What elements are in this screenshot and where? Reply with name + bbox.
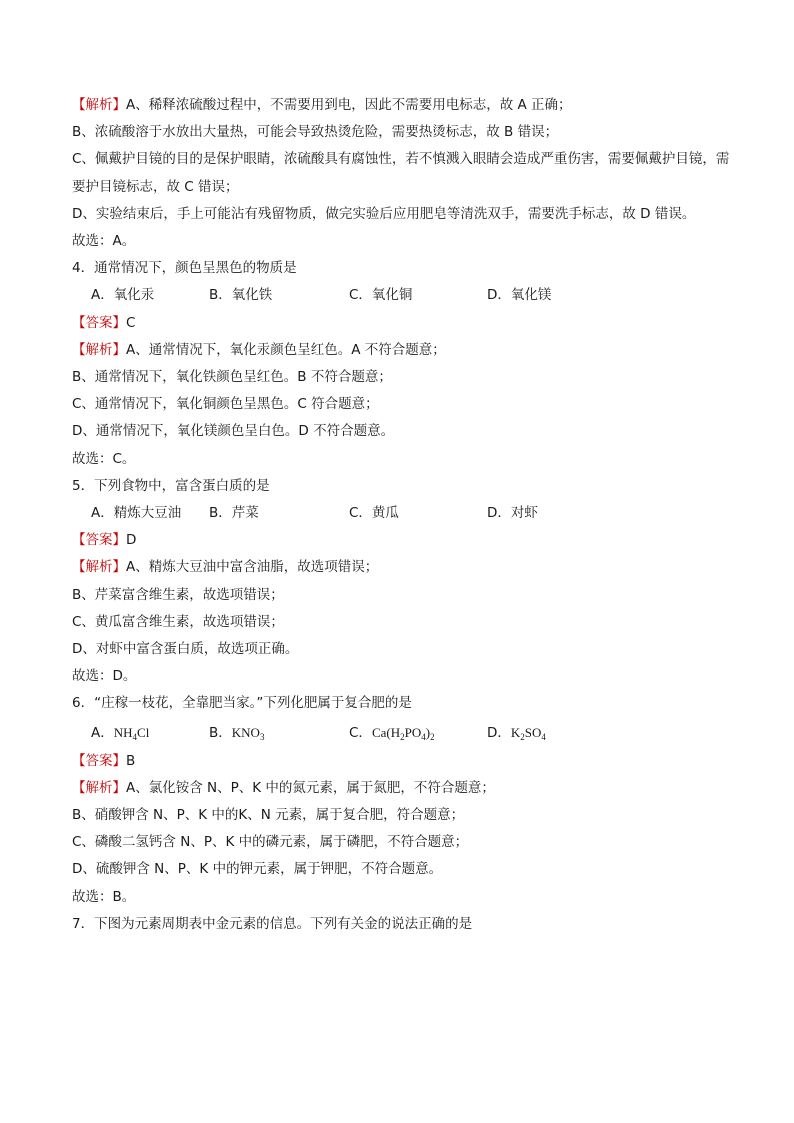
question-stem: 4．通常情况下，颜色呈黑色的物质是 [72, 260, 297, 277]
option-d: D．对虾 [487, 505, 538, 522]
analysis-label: 【解析】 [72, 559, 126, 576]
option-b: B．氧化铁 [209, 287, 273, 304]
formula-part: SO [524, 724, 542, 740]
formula-subscript: 2 [520, 731, 525, 742]
formula-subscript: 4 [541, 731, 546, 742]
answer-label: 【答案】 [72, 532, 126, 549]
choice-line: 故选：A。 [72, 233, 136, 250]
analysis-line: C、磷酸二氢钙含 N、P、K 中的磷元素，属于磷肥，不符合题意； [72, 834, 469, 851]
option-b: B．芹菜 [209, 505, 259, 522]
analysis-label: 【解析】 [72, 97, 126, 113]
analysis-line: C、通常情况下，氧化铜颜色呈黑色。C 符合题意； [72, 396, 379, 413]
formula-subscript: 3 [259, 731, 265, 742]
choice-line: 故选：C。 [72, 450, 136, 467]
option-prefix: C． [349, 724, 372, 741]
answer-value: C [126, 314, 136, 331]
option-a: A．氧化汞 [91, 287, 155, 304]
option-d [487, 718, 546, 748]
options-row [72, 718, 732, 748]
answer-label: 【答案】 [72, 752, 126, 769]
analysis-line: D、对虾中富含蛋白质，故选项正确。 [72, 641, 299, 658]
option-c [349, 718, 435, 748]
choice-line: 故选：B。 [72, 888, 136, 905]
analysis-line [72, 92, 732, 119]
analysis-line: D、实验结束后，手上可能沾有残留物质，做完实验后应用肥皂等清洗双手，需要洗手标志，故 D 错误。 [72, 205, 696, 222]
analysis-line: B、芹菜富含维生素，故选项错误； [72, 586, 284, 603]
formula-part: PO [404, 724, 422, 740]
analysis-line [72, 337, 732, 364]
document-page [72, 92, 732, 938]
option-prefix: A． [91, 724, 114, 741]
analysis-text: A、精炼大豆油中富含油脂，故选项错误； [126, 559, 379, 576]
analysis-line: D、通常情况下，氧化镁颜色呈白色。D 不符合题意。 [72, 423, 395, 440]
question-stem: 5．下列食物中，富含蛋白质的是 [72, 477, 270, 494]
analysis-line: B、浓硫酸溶于水放出大量热，可能会导致热烫危险，需要热烫标志，故 B 错误； [72, 124, 559, 141]
options-row [72, 282, 732, 309]
formula-nh4cl [114, 725, 150, 740]
analysis-text: A、通常情况下，氧化汞颜色呈红色。A 不符合题意； [126, 341, 446, 358]
analysis-text: A、稀释浓硫酸过程中，不需要用到电，因此不需要用电标志，故 A 正确； [126, 97, 572, 113]
question-stem: 6．“庄稼一枝花，全靠肥当家。”下列化肥属于复合肥的是 [72, 695, 412, 712]
option-prefix: D． [487, 724, 511, 741]
analysis-line: C、黄瓜富含维生素，故选项错误； [72, 613, 284, 630]
formula-kno3 [232, 725, 265, 740]
formula-k2so4 [511, 725, 546, 740]
formula-subscript: 4 [132, 731, 138, 742]
analysis-line [72, 554, 732, 581]
question-stem: 7．下图为元素周期表中金元素的信息。下列有关金的说法正确的是 [72, 915, 473, 932]
answer-value: D [126, 532, 137, 549]
analysis-line: D、硫酸钾含 N、P、K 中的钾元素，属于钾肥，不符合题意。 [72, 861, 443, 878]
option-prefix: B． [209, 724, 232, 741]
option-a [91, 718, 149, 748]
option-d: D．氧化镁 [487, 287, 552, 304]
answer-line [72, 527, 732, 554]
analysis-line: C、佩戴护目镜的目的是保护眼睛，浓硫酸具有腐蚀性，若不慎溅入眼睛会造成严重伤害，需要佩戴护目镜，需要护目镜标志，故 C 错误； [72, 151, 730, 195]
formula-part: KNO [231, 724, 260, 740]
answer-value: B [126, 752, 136, 769]
option-c: C．黄瓜 [349, 505, 399, 522]
option-b [209, 718, 264, 748]
analysis-label: 【解析】 [72, 779, 126, 796]
formula-part: Cl [137, 724, 150, 740]
formula-subscript: 2 [430, 731, 435, 742]
formula-part: NH [113, 724, 133, 740]
formula-ca-h2po4-2 [372, 725, 435, 740]
formula-subscript: 4 [421, 731, 426, 742]
formula-part: ) [425, 724, 431, 740]
formula-part: K [510, 724, 521, 740]
analysis-text: A、氯化铵含 N、P、K 中的氮元素，属于氮肥，不符合题意； [126, 779, 495, 796]
formula-part: Ca(H [371, 724, 401, 740]
analysis-label: 【解析】 [72, 341, 126, 358]
option-a: A．精炼大豆油 [91, 505, 182, 522]
answer-line [72, 310, 732, 337]
options-row [72, 500, 732, 527]
answer-line [72, 748, 732, 775]
analysis-line: B、硝酸钾含 N、P、K 中的K、N 元素，属于复合肥，符合题意； [72, 807, 465, 824]
answer-label: 【答案】 [72, 314, 126, 331]
analysis-line [72, 775, 732, 802]
formula-subscript: 2 [400, 731, 405, 742]
analysis-line: B、通常情况下，氧化铁颜色呈红色。B 不符合题意； [72, 369, 392, 386]
option-c: C．氧化铜 [349, 287, 413, 304]
choice-line: 故选：D。 [72, 668, 137, 685]
